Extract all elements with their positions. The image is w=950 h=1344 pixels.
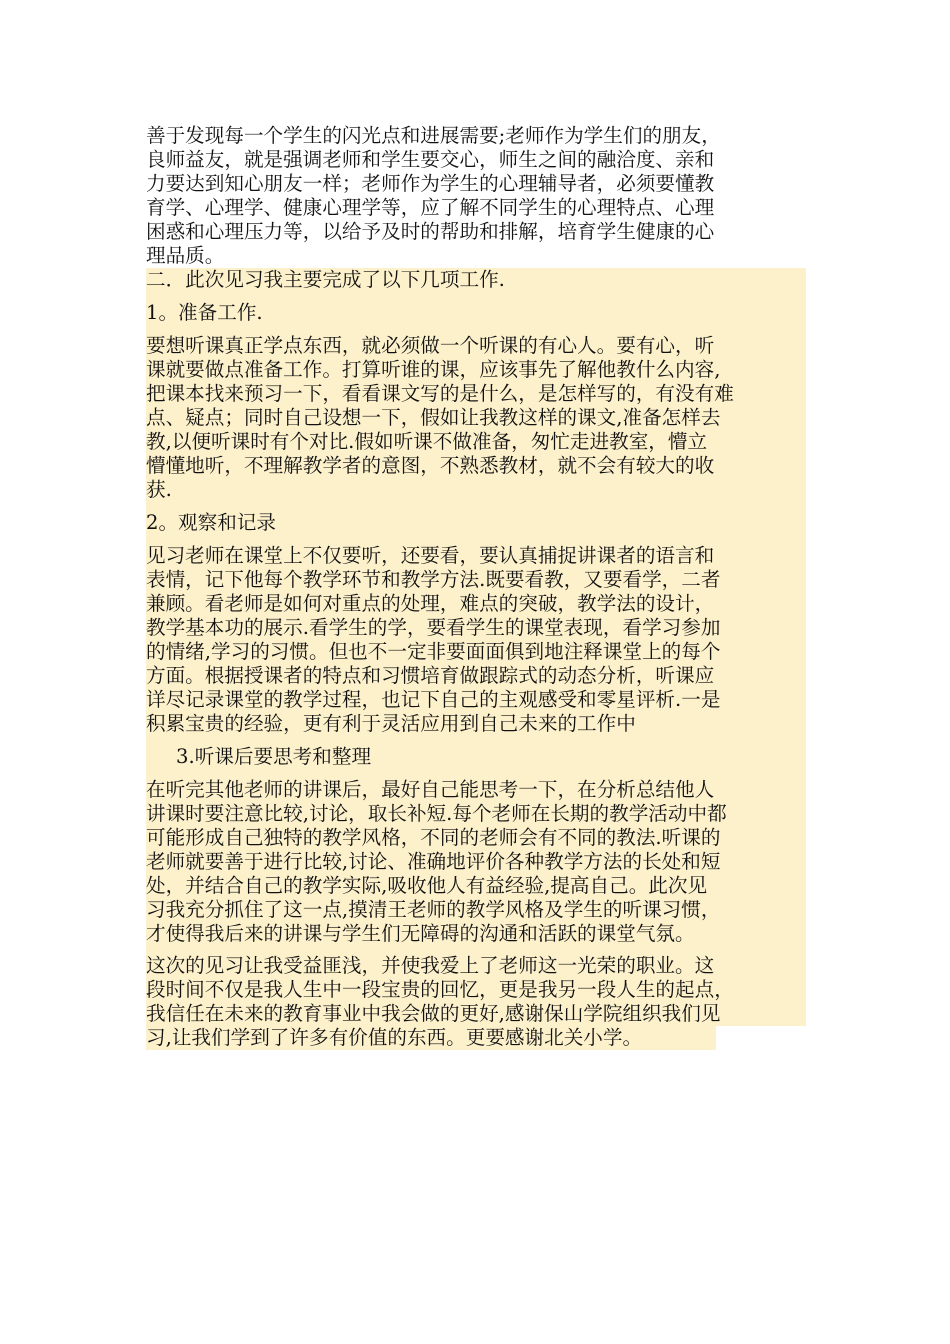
text-line: 处，并结合自己的教学实际,吸收他人有益经验,提高自己。此次见 (146, 874, 806, 898)
text-line: 表情，记下他每个教学环节和教学方法.既要看教，又要看学，二者 (146, 568, 806, 592)
text-line: 兼顾。看老师是如何对重点的处理，难点的突破，教学法的设计， (146, 592, 806, 616)
text-line: 教学基本功的展示.看学生的学，要看学生的课堂表现，看学习参加 (146, 616, 806, 640)
text-line: 良师益友，就是强调老师和学生要交心，师生之间的融洽度、亲和 (146, 148, 715, 171)
text-line: 把课本找来预习一下，看看课文写的是什么，是怎样写的，有没有难 (146, 382, 806, 406)
text-line: 教,以便听课时有个对比.假如听课不做准备，匆忙走进教室，懵立 (146, 430, 806, 454)
text-line: 要想听课真正学点东西，就必须做一个听课的有心人。要有心，听 (146, 334, 806, 358)
intro-paragraph (146, 124, 806, 268)
text-line: 点、疑点；同时自己设想一下，假如让我教这样的课文,准备怎样去 (146, 406, 806, 430)
text-line: 在听完其他老师的讲课后，最好自己能思考一下，在分析总结他人 (146, 778, 806, 802)
text-line: 才使得我后来的讲课与学生们无障碍的沟通和活跃的课堂气氛。 (146, 922, 806, 946)
subheading-reflection: 3.听课后要思考和整理 (146, 745, 806, 769)
text-line: 老师就要善于进行比较,讨论、准确地评价各种教学方法的长处和短 (146, 850, 806, 874)
text-line: 的情绪,学习的习惯。但也不一定非要面面俱到地注释课堂上的每个 (146, 640, 806, 664)
text-line: 可能形成自己独特的教学风格，不同的老师会有不同的教法.听课的 (146, 826, 806, 850)
text-line: 习我充分抓住了这一点,摸清王老师的教学风格及学生的听课习惯， (146, 898, 806, 922)
text-line: 懵懂地听，不理解教学者的意图，不熟悉教材，就不会有较大的收 (146, 454, 806, 478)
document-page (146, 124, 806, 1050)
text-line: 积累宝贵的经验，更有利于灵活应用到自己未来的工作中 (146, 712, 806, 736)
text-line: 见习老师在课堂上不仅要听，还要看，要认真捕捉讲课者的语言和 (146, 544, 806, 568)
section-heading: 二．此次见习我主要完成了以下几项工作. (146, 268, 806, 292)
text-line: 习,让我们学到了许多有价值的东西。更要感谢北关小学。 (146, 1026, 716, 1050)
text-line: 善于发现每一个学生的闪光点和进展需要;老师作为学生们的朋友， (146, 124, 721, 147)
text-line: 这次的见习让我受益匪浅，并使我爱上了老师这一光荣的职业。这 (146, 954, 806, 978)
text-line: 育学、心理学、健康心理学等，应了解不同学生的心理特点、心理 (146, 196, 715, 219)
text-line: 讲课时要注意比较,讨论，取长补短.每个老师在长期的教学活动中都 (146, 802, 806, 826)
text-line: 获. (146, 478, 806, 502)
text-line: 详尽记录课堂的教学过程，也记下自己的主观感受和零星评析.一是 (146, 688, 806, 712)
text-line: 力要达到知心朋友一样；老师作为学生的心理辅导者，必须要懂教 (146, 172, 715, 195)
subheading-observation: 2。观察和记录 (146, 511, 806, 535)
text-line: 理品质。 (146, 244, 225, 267)
subheading-preparation: 1。准备工作. (146, 301, 806, 325)
text-line: 课就要做点准备工作。打算听谁的课，应该事先了解他教什么内容, (146, 358, 806, 382)
text-line: 困惑和心理压力等，以给予及时的帮助和排解，培育学生健康的心 (146, 220, 715, 243)
text-line: 方面。根据授课者的特点和习惯培育做跟踪式的动态分析，听课应 (146, 664, 806, 688)
highlighted-section (146, 268, 806, 1050)
text-line: 段时间不仅是我人生中一段宝贵的回忆，更是我另一段人生的起点， (146, 978, 806, 1002)
text-line: 我信任在未来的教育事业中我会做的更好,感谢保山学院组织我们见 (146, 1002, 806, 1026)
